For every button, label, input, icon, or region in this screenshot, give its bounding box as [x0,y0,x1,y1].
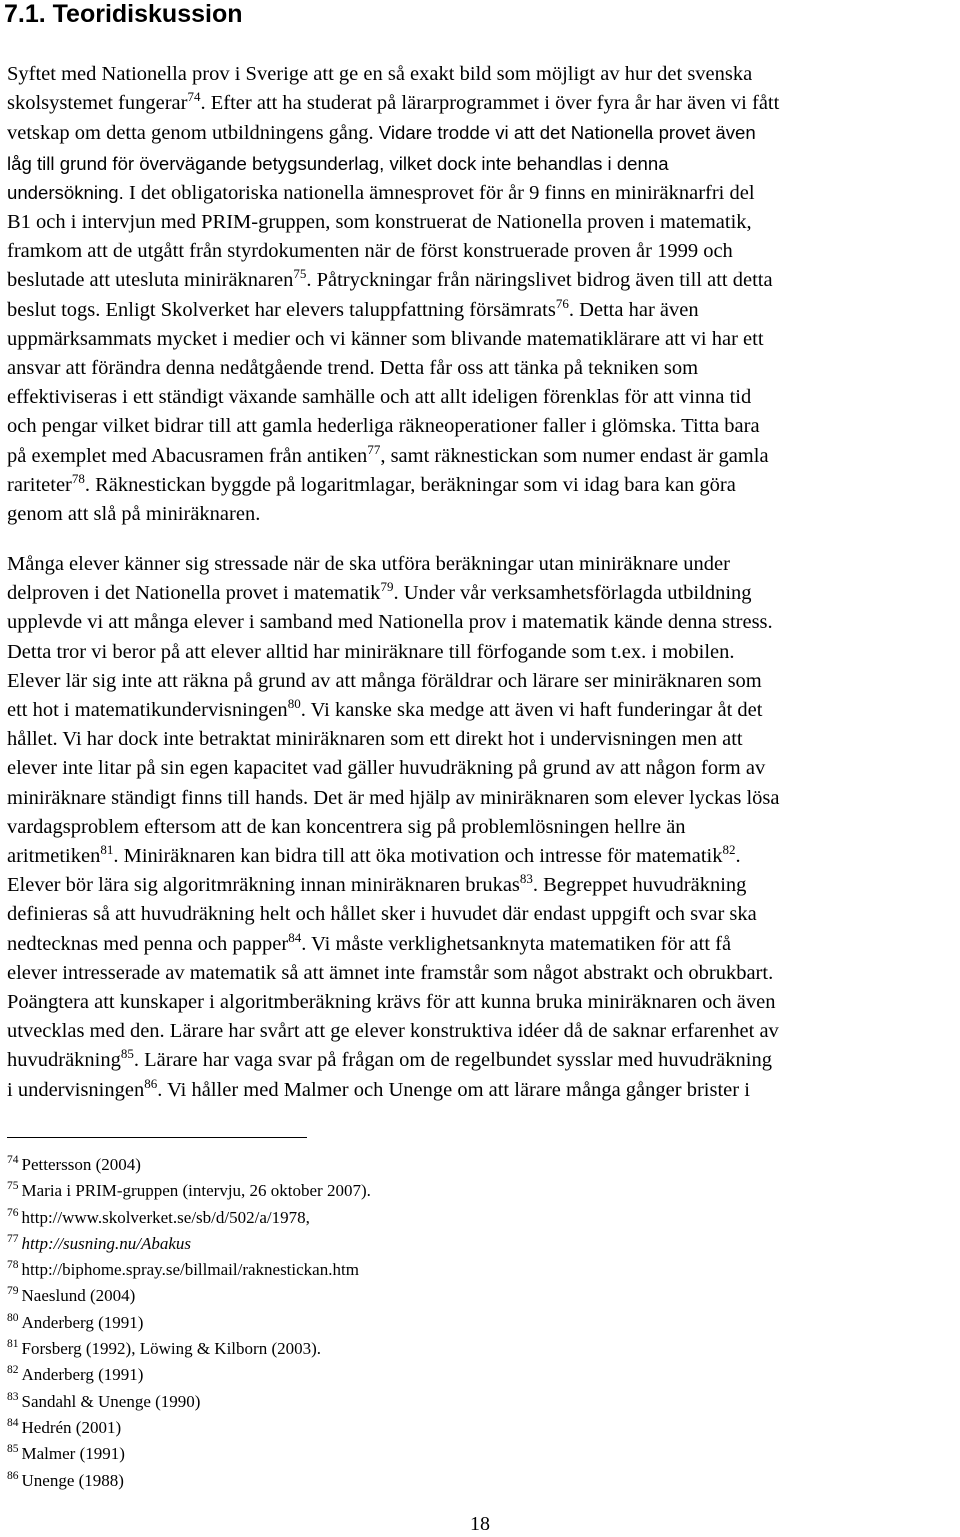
text-run-sans: Vidare trodde vi att det Nationella provet även [378,122,756,144]
footnote-number: 85 [7,1443,19,1456]
footnote-text: Forsberg (1992), Löwing & Kilborn (2003). [21,1339,322,1359]
text-run: . Detta har även [568,298,699,321]
page-number: 18 [470,1513,490,1535]
text-line [7,208,953,237]
text-run: Många elever känner sig stressade när de ska utföra beräkningar utan miniräknare under [7,553,730,575]
footnote-text: Malmer (1991) [21,1444,125,1464]
footnote-number: 86 [7,1469,19,1482]
section-heading: 7.1. Teoridiskussion [4,0,243,28]
footnote-number: 77 [7,1232,19,1245]
footnote-84 [7,1416,707,1442]
text-run: och pengar vilket bidrar till att gamla hederliga räkneoperationer faller i glömska. Titta bara [7,415,760,438]
text-run: Syftet med Nationella prov i Sverige att ge en så exakt bild som möjligt av hur det svenska [7,63,753,85]
text-run: I det obligatoriska nationella ämnesprovet för år 9 finns en miniräknarfri del [123,181,755,204]
text-run-sans: undersökning. [7,181,124,203]
text-run: uppmärksammats mycket i medier och vi känner som blivande matematiklärare att vi har ett [7,327,764,350]
text-run: beslutade att utesluta miniräknaren [7,269,294,292]
text-line [7,725,953,754]
footnote-81 [7,1337,707,1363]
footnote-number: 78 [7,1259,19,1272]
text-run: Poängtera att kunskaper i algoritmberäkning krävs för att kunna bruka miniräknaren och även [7,991,776,1014]
text-line-sans [7,149,953,178]
text-line [7,89,953,118]
footnote-ref-77[interactable]: 77 [367,441,381,457]
text-line [7,500,953,529]
footnote-76 [7,1206,707,1232]
footnote-ref-85[interactable]: 85 [120,1046,134,1062]
footnote-link[interactable]: http://www.skolverket.se/sb/d/502/a/1978, [21,1207,310,1227]
text-line [7,579,953,608]
text-run: . Vi håller med Malmer och Unenge om att lärare många gånger brister i [157,1078,750,1101]
footnote-number: 79 [7,1285,19,1298]
text-line [7,608,953,637]
text-line [7,60,953,89]
footnote-text: Hedrén (2001) [21,1417,122,1437]
footnote-number: 84 [7,1416,19,1429]
text-run: . Påtryckningar från näringslivet bidrog även till att detta [306,269,773,292]
text-run-sans: låg till grund för övervägande betygsunderlag, vilket dock inte behandlas i denna [7,152,669,174]
footnote-ref-84[interactable]: 84 [288,929,302,945]
text-run: B1 och i intervjun med PRIM-gruppen, som konstruerat de Nationella proven i matematik, [7,211,752,234]
text-run: miniräknare ständigt finns till hands. Det är med hjälp av miniräknaren som elever lyckas lösa [7,786,780,809]
text-line [7,667,953,696]
text-run: . [735,845,741,868]
footnote-text: Anderberg (1991) [21,1365,144,1385]
footnote-text: Anderberg (1991) [21,1312,144,1332]
footnote-83 [7,1390,707,1416]
footnote-ref-82[interactable]: 82 [722,842,736,858]
footnote-number: 80 [7,1311,19,1324]
text-line [7,900,953,929]
footnote-ref-78[interactable]: 78 [71,470,85,486]
text-run: på exemplet med Abacusramen från antiken [7,444,368,467]
text-run: genom att slå på miniräknaren. [7,503,261,526]
footnote-separator [7,1137,307,1138]
text-run: , samt räknestickan som numer endast är gamla [380,444,769,467]
text-line [7,471,953,500]
footnote-78 [7,1258,707,1284]
text-line [7,988,953,1017]
text-run: nedtecknas med penna och papper [7,932,289,955]
text-line [7,696,953,725]
text-line [7,754,953,783]
text-line [7,237,953,266]
footnote-ref-75[interactable]: 75 [293,266,307,282]
footnote-74 [7,1153,707,1179]
text-run: beslut togs. Enligt Skolverket har elevers taluppfattning försämrats [7,298,556,321]
text-run: upplevde vi att många elever i samband med Nationella prov i matematik kände denna stress. [7,611,773,634]
footnote-ref-74[interactable]: 74 [187,89,201,105]
text-run: . Vi kanske ska medge att även vi haft funderingar åt det [300,699,763,722]
text-line [7,178,953,208]
text-line [7,325,953,354]
text-run: rariteter [7,473,72,496]
text-run: effektiviseras i ett ständigt växande samhälle och att allt ideligen förenklas för att vinna tid [7,386,752,409]
text-line [7,550,953,579]
footnote-text: Sandahl & Unenge (1990) [21,1391,201,1411]
footnote-ref-86[interactable]: 86 [144,1075,158,1091]
footnote-number: 83 [7,1390,19,1403]
text-run: vardagsproblem eftersom att de kan koncentrera sig på problemlösningen hellre än [7,815,686,838]
text-line [7,296,953,325]
text-run: . Lärare har vaga svar på frågan om de regelbundet sysslar med huvudräkning [133,1049,772,1072]
text-line [7,813,953,842]
text-run: . Under vår verksamhetsförlagda utbildning [393,582,752,605]
text-run: elever inte litar på sin egen kapacitet vad gäller huvudräkning på grund av att någon form av [7,757,766,780]
text-line [7,266,953,295]
footnote-number: 75 [7,1180,19,1193]
text-run: Elever bör lära sig algoritmräkning innan miniräknaren brukas [7,874,520,897]
footnote-number: 81 [7,1338,19,1351]
footnote-77 [7,1232,707,1258]
text-line [7,638,953,667]
text-line [7,383,953,412]
text-run: delproven i det Nationella provet i matematik [7,582,381,605]
paragraph-1 [7,60,953,529]
footnote-ref-83[interactable]: 83 [519,871,533,887]
footnote-number: 82 [7,1364,19,1377]
text-run: definieras så att huvudräkning helt och hållet sker i huvudet där endast uppgift och svar ska [7,903,757,926]
footnote-ref-80[interactable]: 80 [287,696,301,712]
footnote-number: 76 [7,1206,19,1219]
text-run: . Efter att ha studerat på lärarprogrammet i över fyra år har även vi fått [200,92,780,115]
text-line [7,1046,953,1075]
footnote-85 [7,1442,707,1468]
footnote-82 [7,1363,707,1389]
text-line [7,930,953,959]
footnote-79 [7,1284,707,1310]
footnote-75 [7,1179,707,1205]
text-run: . Begreppet huvudräkning [532,874,747,897]
footnote-ref-81[interactable]: 81 [100,842,114,858]
text-run: aritmetiken [7,845,101,868]
footnote-86 [7,1469,707,1495]
text-run: ett hot i matematikundervisningen [7,699,288,722]
footnote-text: Naeslund (2004) [21,1286,136,1306]
footnote-text: Unenge (1988) [21,1470,124,1490]
text-run: framkom att de utgått från styrdokumenten när de först konstruerade proven år 1999 och [7,240,733,263]
text-run: . Miniräknaren kan bidra till att öka motivation och intresse för matematik [113,845,723,868]
text-run: huvudräkning [7,1049,121,1072]
text-run: i undervisningen [7,1078,145,1101]
text-run: hållet. Vi har dock inte betraktat miniräknaren som ett direkt hot i undervisningen men att [7,728,743,751]
footnote-ref-79[interactable]: 79 [380,579,394,595]
text-line [7,784,953,813]
text-run: ansvar att förändra denna nedåtgående trend. Detta får oss att tänka på tekniken som [7,357,699,380]
text-line [7,871,953,900]
text-run: Elever lär sig inte att räkna på grund av att många föräldrar och lärare ser miniräknaren som [7,669,762,692]
footnote-link[interactable]: http://biphome.spray.se/billmail/raknestickan.htm [21,1260,359,1280]
footnote-ref-76[interactable]: 76 [555,295,569,311]
footnote-80 [7,1311,707,1337]
text-run: utvecklas med den. Lärare har svårt att ge elever konstruktiva idéer då de saknar erfarenhet av [7,1020,779,1043]
text-line [7,959,953,988]
footnote-text: Maria i PRIM-gruppen (intervju, 26 oktober 2007). [21,1181,371,1201]
text-line [7,1017,953,1046]
text-line [7,1076,953,1105]
paragraph-2 [7,550,953,1105]
text-run: . Vi måste verklighetsanknyta matematiken för att få [301,932,732,955]
text-run: vetskap om detta genom utbildningens gång. [7,122,379,145]
footnote-text: Pettersson (2004) [21,1155,141,1174]
text-run: elever intresserade av matematik så att ämnet inte framstår som något abstrakt och obrukbart. [7,961,774,984]
text-run: Detta tror vi beror på att elever alltid har miniräknare till förfogande som t.ex. i mobilen. [7,640,735,663]
footnote-link[interactable]: http://susning.nu/Abakus [21,1233,192,1253]
text-line [7,118,953,148]
footnote-list [7,1153,707,1495]
text-line [7,354,953,383]
text-run: skolsystemet fungerar [7,92,188,115]
text-line [7,842,953,871]
text-line [7,412,953,441]
text-run: . Räknestickan byggde på logaritmlagar, beräkningar som vi idag bara kan göra [84,473,736,496]
footnote-number: 74 [7,1154,19,1166]
text-line [7,442,953,471]
